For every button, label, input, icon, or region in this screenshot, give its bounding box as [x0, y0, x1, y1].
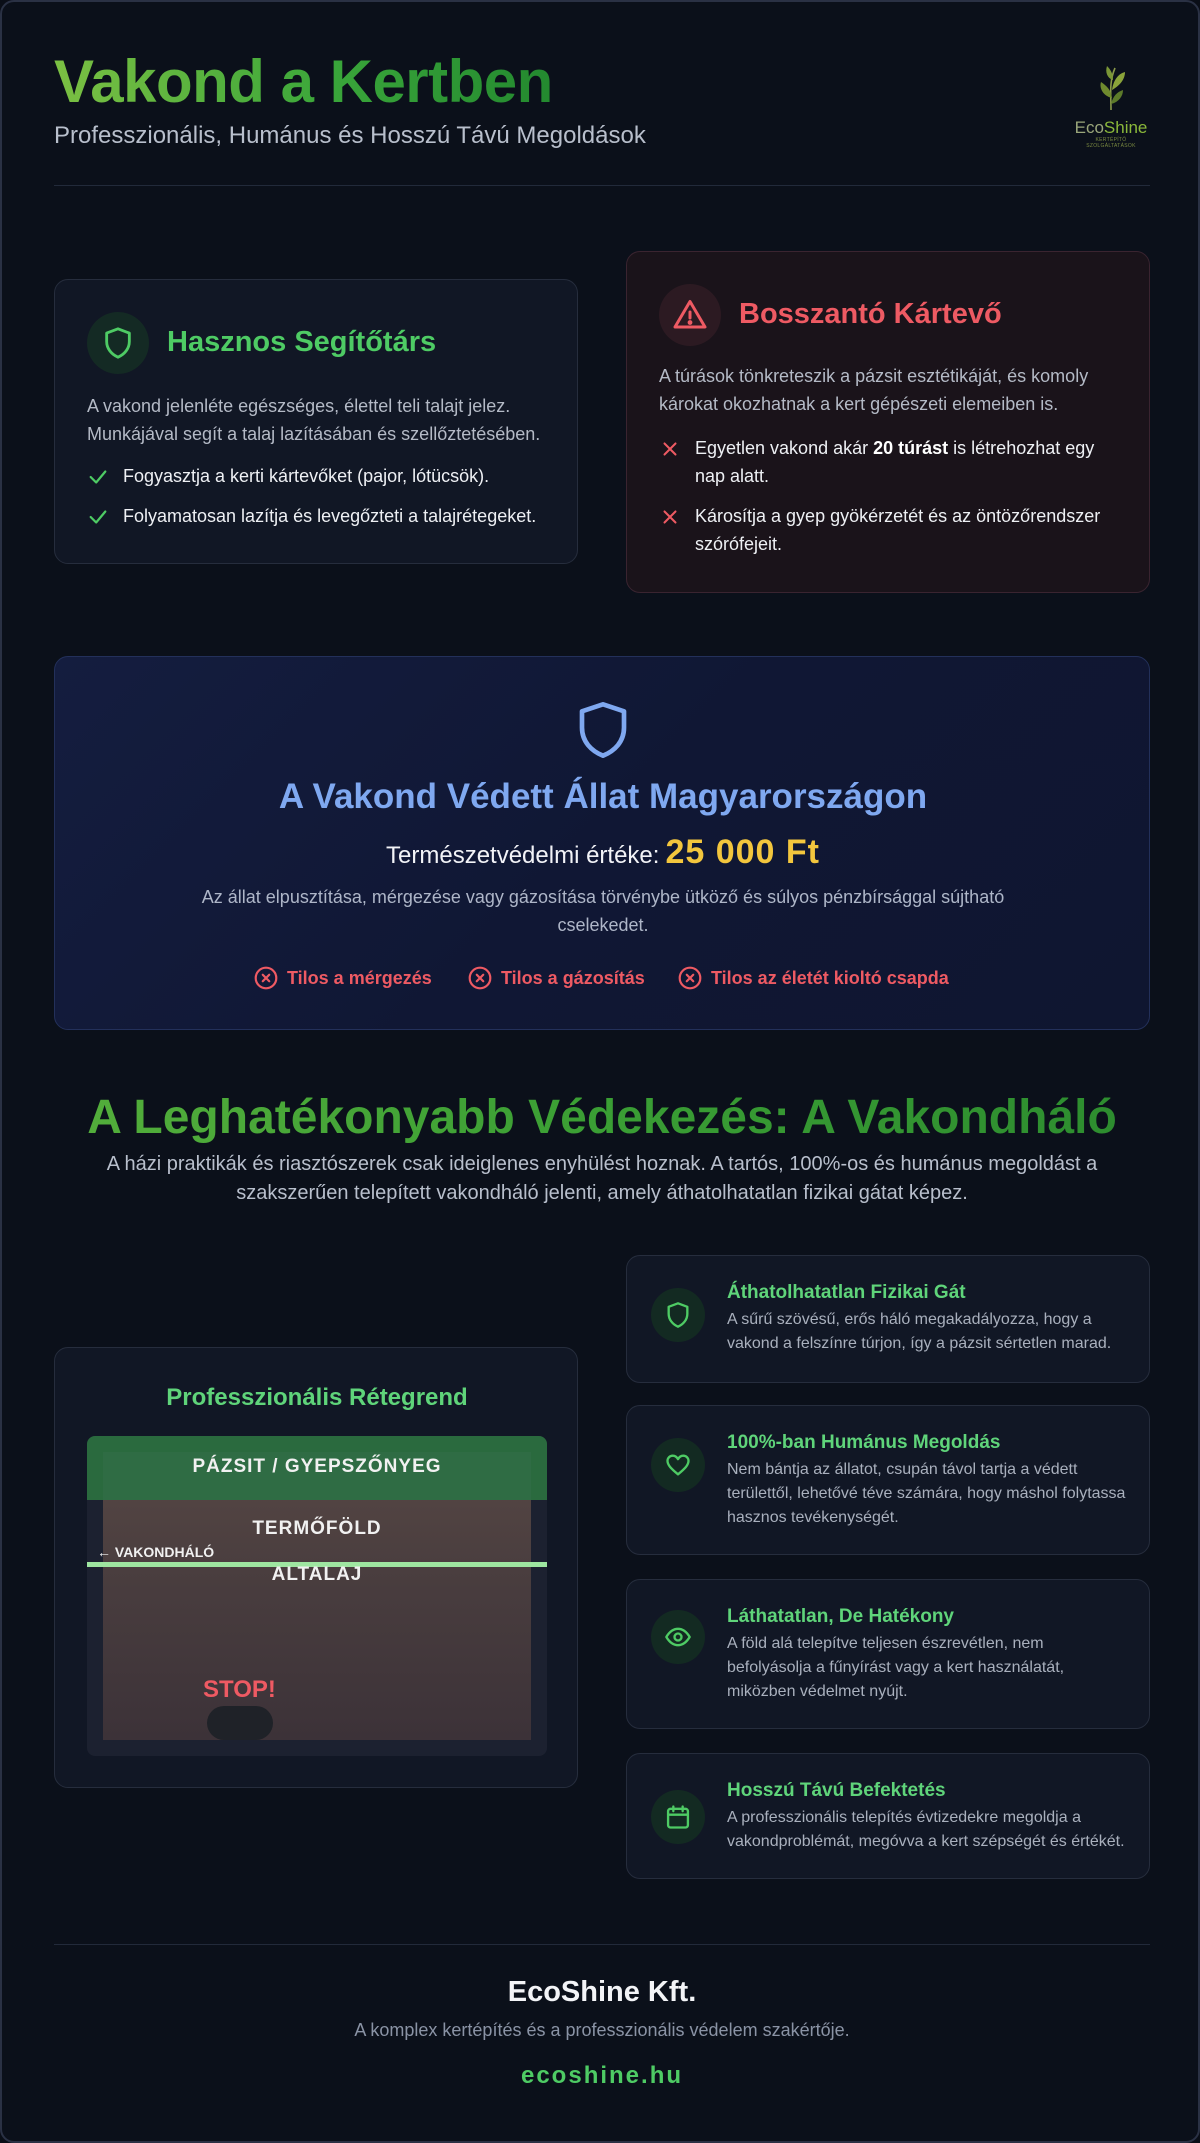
- feature-description: Nem bántja az állatot, csupán távol tartja a védett területtől, lehetővé téve számára, hogy máshol folytassa hasznos tevékenységét.: [727, 1461, 1126, 1526]
- ban-item: [467, 965, 645, 991]
- ban-item-label: Tilos a mérgezés: [287, 967, 432, 988]
- warning-icon: [659, 284, 721, 346]
- layer-diagram-card: [54, 1347, 578, 1788]
- calendar-icon: [651, 1790, 705, 1844]
- company-logo: [1070, 64, 1152, 149]
- page-title: Vakond a Kertben: [54, 46, 553, 118]
- check-icon: [87, 466, 109, 488]
- protected-description: Az állat elpusztítása, mérgezése vagy gázosítása törvénybe ütköző és súlyos pénzbírsággal sújtható cselekedet.: [201, 887, 1005, 935]
- feature-description: A sűrű szövésű, erős háló megakadályozza, hogy a vakond a felszínre túrjon, így a pázsit sértetlen marad.: [727, 1311, 1112, 1352]
- subsoil-layer-label: ALTALAJ: [271, 1564, 363, 1585]
- lawn-layer-label: PÁZSIT / GYEPSZŐNYEG: [192, 1456, 442, 1477]
- logo-name-eco: Eco: [1074, 118, 1104, 137]
- helper-point: [87, 502, 547, 530]
- protected-title: A Vakond Védett Állat Magyarországon: [278, 777, 928, 816]
- eye-icon: [651, 1610, 705, 1664]
- solution-description: A házi praktikák és riasztószerek csak ideiglenes enyhülést hoznak. A tartós, 100%-os és humánus megoldást a szakszerűen telepített vakondháló jelenti, amely áthatolhatatlan fizikai gátat képez.: [106, 1153, 1098, 1204]
- shield-icon: [651, 1288, 705, 1342]
- x-icon: [659, 506, 681, 528]
- layer-diagram-title: Professzionális Rétegrend: [166, 1384, 468, 1411]
- footer-website-link[interactable]: ecoshine.hu: [520, 2062, 684, 2089]
- ban-item-label: Tilos az életét kioltó csapda: [711, 967, 949, 988]
- feature-card: [626, 1255, 1150, 1383]
- x-circle-icon: [677, 965, 703, 991]
- topsoil-layer-label: TERMŐFÖLD: [252, 1518, 382, 1539]
- pest-point-text: Károsítja a gyep gyökérzetét és az öntözőrendszer szórófejeit.: [695, 506, 1101, 554]
- helper-card-title: Hasznos Segítőtárs: [167, 326, 437, 358]
- helper-card: [54, 279, 578, 564]
- pest-card-description: A túrások tönkreteszik a pázsit esztétikáját, és komoly károkat okozhatnak a kert gépészeti elemeiben is.: [659, 366, 1089, 414]
- feature-description: A föld alá telepítve teljesen észrevétlen, nem befolyásolja a fűnyírást vagy a kert használatát, miközben védelmet nyújt.: [727, 1635, 1065, 1700]
- feature-title: Hosszú Távú Befektetés: [727, 1780, 946, 1801]
- pest-point: [659, 502, 1119, 558]
- feature-card: [626, 1753, 1150, 1879]
- ban-item-label: Tilos a gázosítás: [501, 967, 645, 988]
- protected-banner: [54, 656, 1150, 1030]
- pest-point: [659, 434, 1119, 490]
- pest-point-text: Egyetlen vakond akár 20 túrást is létrehozhat egy nap alatt.: [695, 438, 1095, 486]
- stop-label: STOP!: [203, 1676, 276, 1703]
- shield-icon: [87, 312, 149, 374]
- helper-point: [87, 462, 547, 490]
- helper-point-text: Folyamatosan lazítja és levegőzteti a talajrétegeket.: [123, 506, 537, 526]
- logo-name-shine: Shine: [1103, 118, 1148, 137]
- feature-title: Láthatatlan, De Hatékony: [727, 1606, 954, 1627]
- pest-card: [626, 251, 1150, 593]
- solution-title: A Leghatékonyabb Védekezés: A Vakondháló: [2, 1090, 1200, 1145]
- footer-divider: [54, 1944, 1150, 1945]
- protected-value-amount: 25 000 Ft: [665, 833, 820, 871]
- helper-point-text: Fogyasztja a kerti kártevőket (pajor, lótücsök).: [123, 466, 490, 486]
- heart-icon: [651, 1438, 705, 1492]
- x-circle-icon: [467, 965, 493, 991]
- check-icon: [87, 506, 109, 528]
- helper-card-description: A vakond jelenléte egészséges, élettel teli talajt jelez. Munkájával segít a talaj lazításában és szellőztetésében.: [87, 396, 541, 444]
- shield-icon: [575, 699, 631, 761]
- feature-card: [626, 1579, 1150, 1729]
- protected-value-label: Természetvédelmi értéke:: [386, 842, 660, 869]
- ban-item: [677, 965, 949, 991]
- footer-company-name: EcoShine Kft.: [507, 1976, 697, 2008]
- protected-value: [55, 833, 1151, 872]
- feature-card: [626, 1405, 1150, 1555]
- ban-item: [253, 965, 432, 991]
- page-subtitle: Professzionális, Humánus és Hosszú Távú Megoldások: [54, 122, 646, 149]
- mole-silhouette: [207, 1706, 273, 1740]
- pest-card-title: Bosszantó Kártevő: [739, 298, 1002, 330]
- footer-tagline: A komplex kertépítés és a professzionális védelem szakértője.: [354, 2020, 850, 2040]
- x-circle-icon: [253, 965, 279, 991]
- feature-title: 100%-ban Humánus Megoldás: [727, 1432, 1001, 1453]
- layer-diagram: [87, 1436, 547, 1756]
- header-divider: [54, 185, 1150, 186]
- mole-net-label: ← VAKONDHÁLÓ: [97, 1544, 215, 1560]
- leaf-logo-icon: [1091, 64, 1131, 112]
- feature-title: Áthatolhatatlan Fizikai Gát: [727, 1282, 966, 1303]
- feature-description: A professzionális telepítés évtizedekre megoldja a vakondproblémát, megóvva a kert szépségét és értékét.: [727, 1809, 1125, 1850]
- x-icon: [659, 438, 681, 460]
- logo-tagline: KERTÉPÍTŐ SZOLGÁLTATÁSOK: [1086, 137, 1136, 149]
